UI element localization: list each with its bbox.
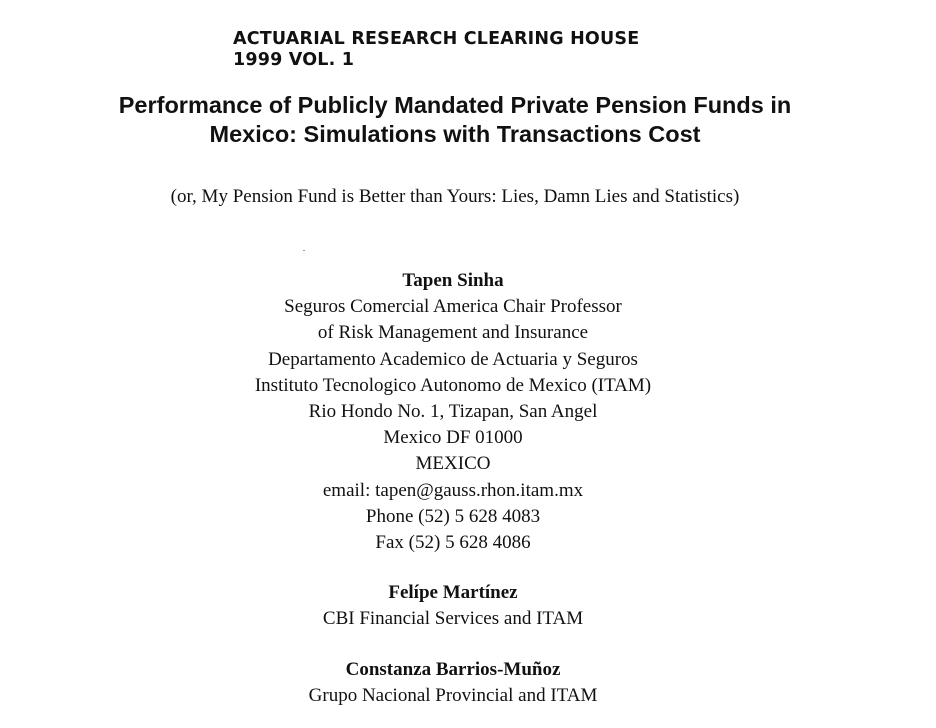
author-name: Felípe Martínez <box>388 582 518 604</box>
author-list <box>0 268 906 709</box>
author-affiliation-line: Grupo Nacional Provincial and ITAM <box>308 684 598 706</box>
paper-title-line-1: Performance of Publicly Mandated Private Pension Funds in <box>118 92 792 118</box>
header-block <box>233 29 639 71</box>
author-affiliation-line: of Risk Management and Insurance <box>317 322 589 344</box>
header-org: ACTUARIAL RESEARCH CLEARING HOUSE <box>233 29 640 49</box>
author-affiliation-line: Instituto Tecnologico Autonomo de Mexico (ITAM) <box>254 374 652 396</box>
paper-title <box>0 91 910 149</box>
author-affiliation-line: Seguros Comercial America Chair Professor <box>284 296 622 318</box>
author-email: email: tapen@gauss.rhon.itam.mx <box>322 479 584 501</box>
author-affiliation-line: CBI Financial Services and ITAM <box>322 608 584 630</box>
header-volume: 1999 VOL. 1 <box>233 50 355 70</box>
author-address-line: Mexico DF 01000 <box>383 427 523 449</box>
author-fax: Fax (52) 5 628 4086 <box>375 532 531 554</box>
author-phone: Phone (52) 5 628 4083 <box>365 505 541 527</box>
author-address-line: MEXICO <box>415 453 491 475</box>
paper-subtitle: (or, My Pension Fund is Better than Yours: Lies, Damn Lies and Statistics) <box>170 186 740 207</box>
author-block-3 <box>0 657 906 709</box>
author-affiliation-line: Departamento Academico de Actuaria y Seguros <box>268 348 638 370</box>
author-block-2 <box>0 580 906 632</box>
author-name: Tapen Sinha <box>402 270 504 291</box>
author-address-line: Rio Hondo No. 1, Tizapan, San Angel <box>308 401 598 423</box>
scan-speck <box>303 250 305 251</box>
author-name: Constanza Barrios-Muñoz <box>345 658 561 680</box>
paper-title-line-2: Mexico: Simulations with Transactions Cost <box>209 121 701 147</box>
author-block-1 <box>0 268 906 556</box>
